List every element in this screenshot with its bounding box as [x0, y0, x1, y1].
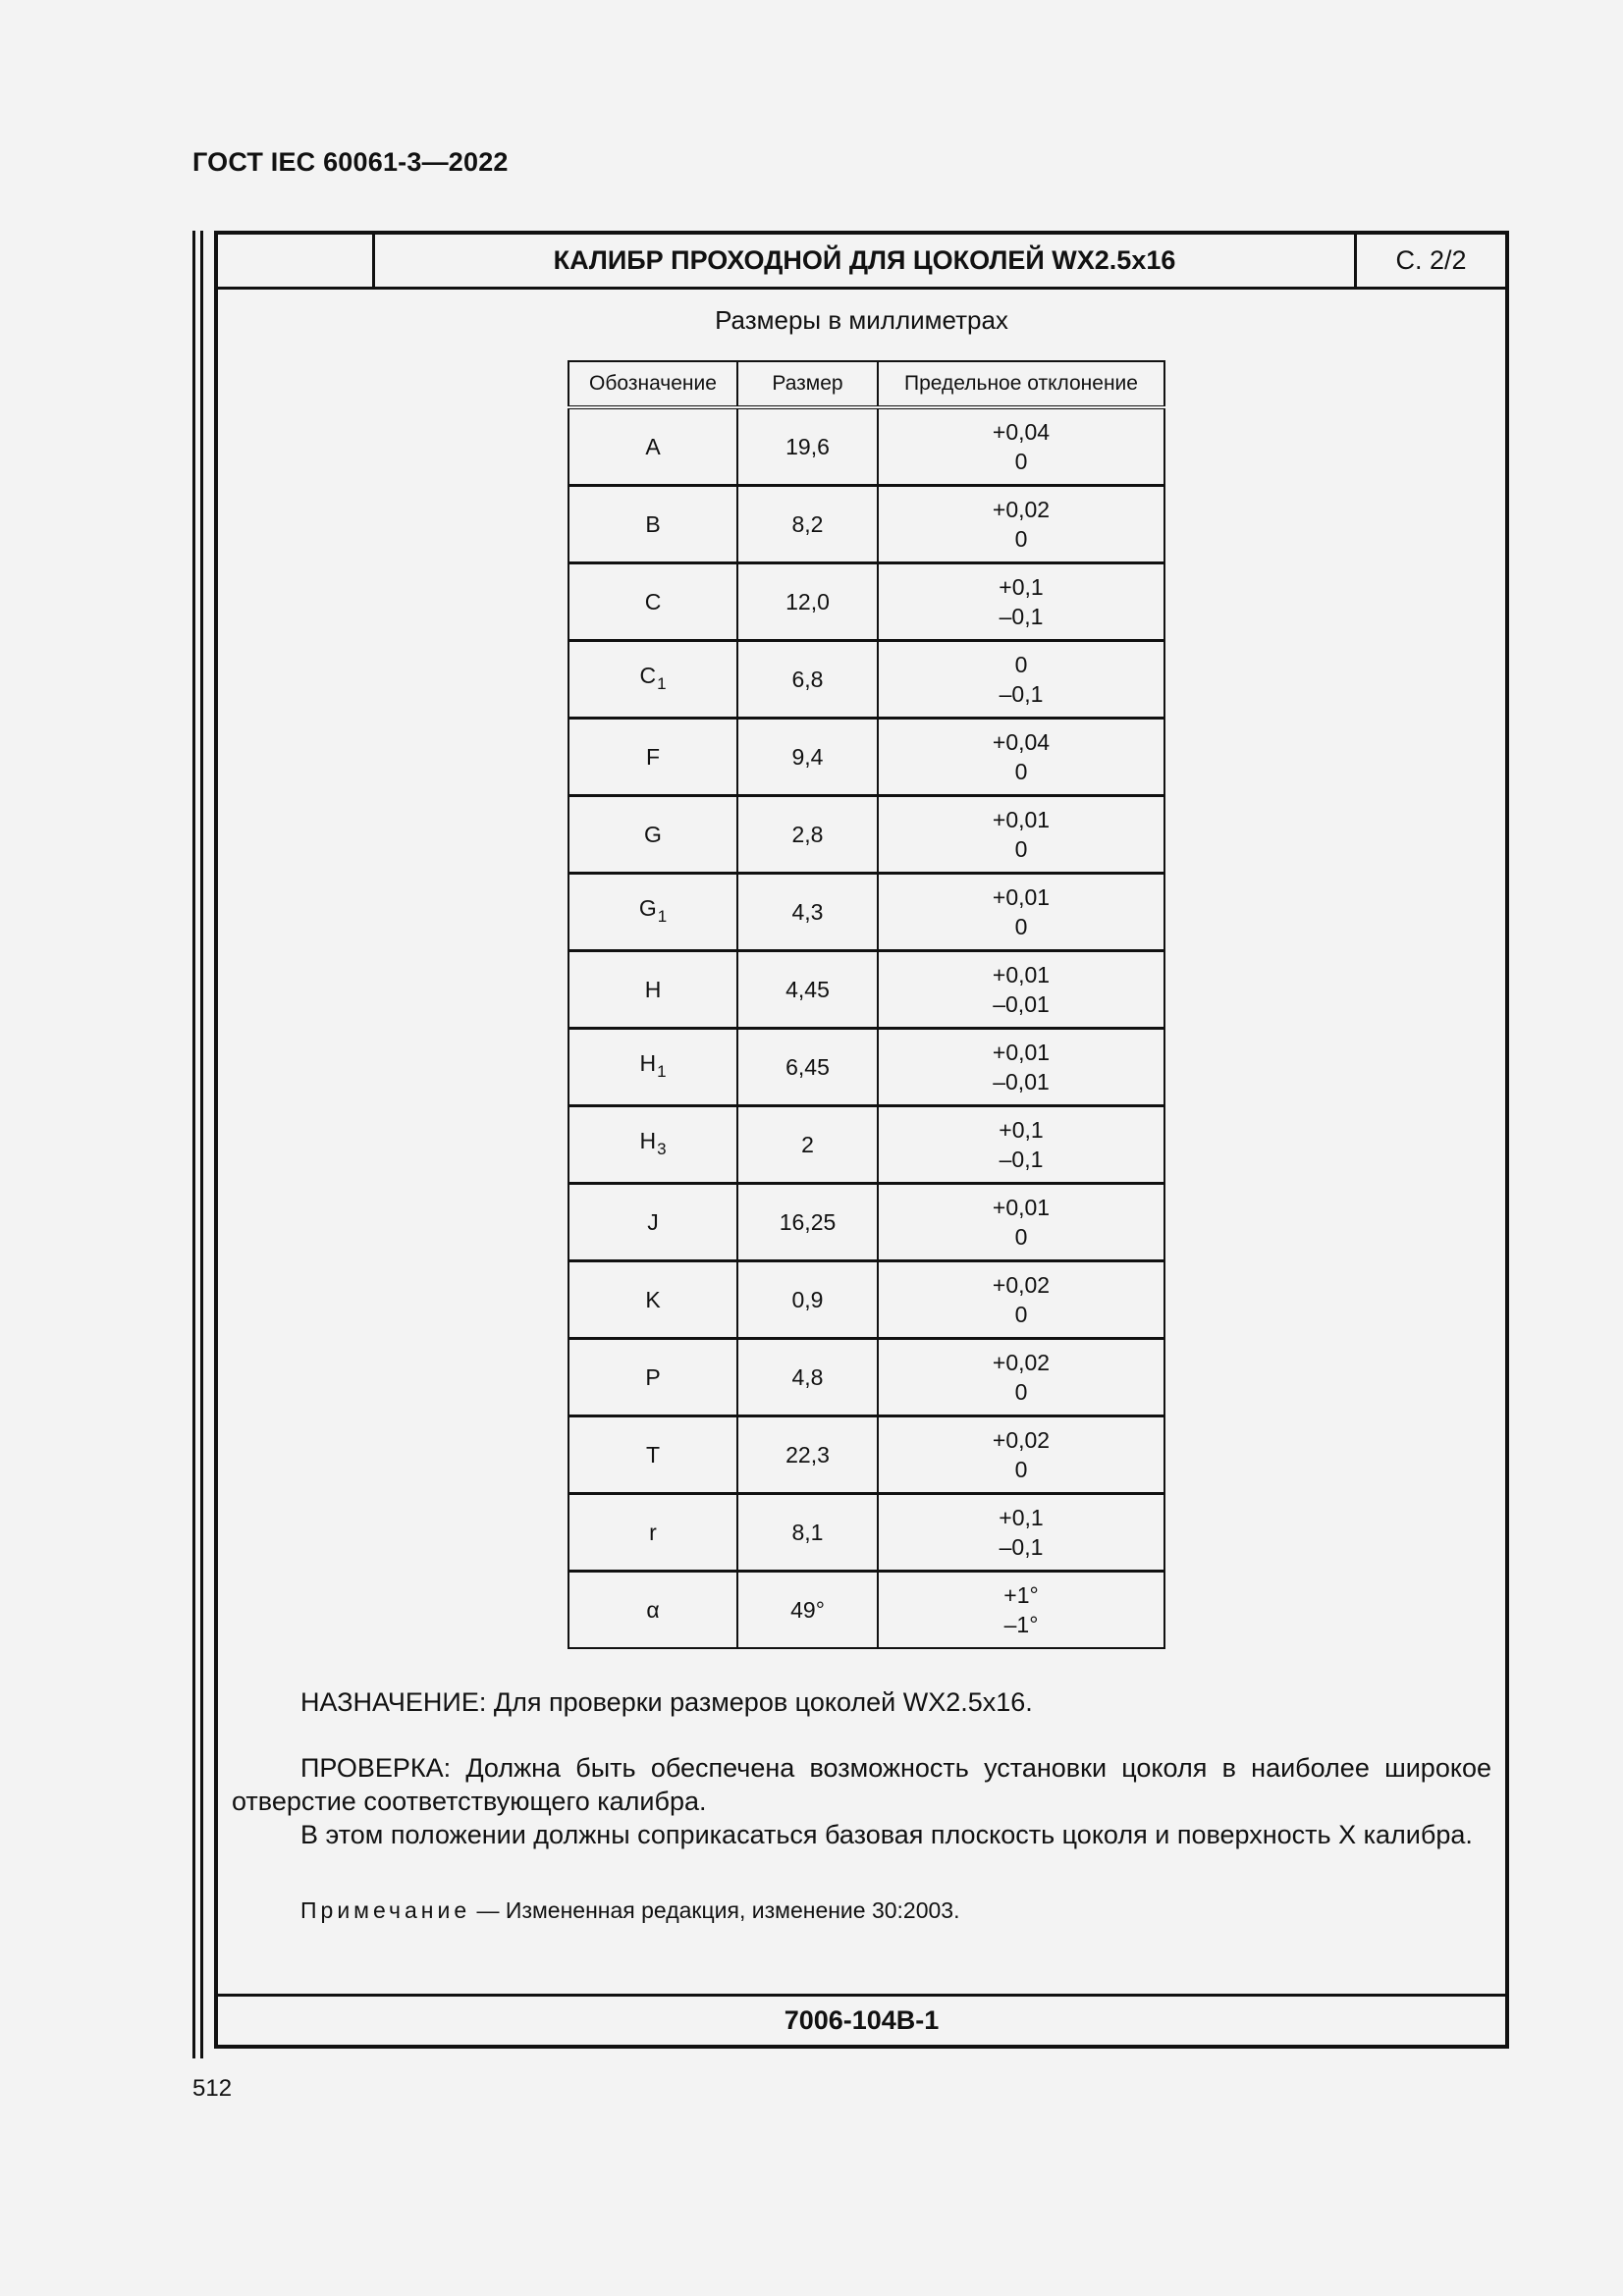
cell-tolerance — [878, 874, 1164, 951]
cell-tolerance — [878, 951, 1164, 1029]
cell-tolerance — [878, 641, 1164, 719]
table-row — [568, 1184, 1164, 1261]
cell-size: 8,1 — [737, 1494, 878, 1572]
cell-size: 2,8 — [737, 796, 878, 874]
symbol-letter: H — [639, 1049, 657, 1076]
cell-size: 12,0 — [737, 563, 878, 641]
cell-tolerance — [878, 1106, 1164, 1184]
check-paragraph: ПРОВЕРКА: Должна быть обеспечена возможность установки цоколя в наиболее широкое отверстие соответствующего калибра. — [232, 1753, 1491, 1816]
cell-symbol — [568, 719, 737, 796]
symbol-letter: H — [639, 1127, 657, 1153]
symbol-letter: C — [644, 589, 662, 614]
column-header-tolerance: Предельное отклонение — [878, 361, 1164, 407]
symbol-subscript: 1 — [657, 673, 667, 693]
cell-symbol — [568, 563, 737, 641]
lower-deviation: 0 — [1014, 1457, 1028, 1482]
lower-deviation: 0 — [1014, 914, 1028, 939]
table-header-row — [568, 361, 1164, 407]
symbol-letter: H — [644, 977, 662, 1002]
upper-deviation: +0,02 — [992, 1350, 1051, 1375]
left-border-line — [192, 231, 195, 2058]
cell-tolerance — [878, 1572, 1164, 1649]
title-block — [218, 235, 1505, 290]
symbol-subscript: 1 — [657, 1061, 667, 1081]
cell-size: 4,3 — [737, 874, 878, 951]
lower-deviation: 0 — [1014, 526, 1028, 552]
lower-deviation: 0 — [1014, 759, 1028, 784]
cell-size: 19,6 — [737, 407, 878, 486]
table-row — [568, 1029, 1164, 1106]
upper-deviation: 0 — [1014, 652, 1028, 677]
lower-deviation: 0 — [1014, 1302, 1028, 1327]
purpose-paragraph: НАЗНАЧЕНИЕ: Для проверки размеров цоколей WX2.5x16. — [300, 1687, 1033, 1717]
drawing-code: 7006-104B-1 — [218, 1994, 1505, 2045]
upper-deviation: +0,01 — [992, 1195, 1051, 1220]
lower-deviation: –1° — [1003, 1612, 1039, 1637]
cell-tolerance — [878, 1494, 1164, 1572]
symbol-subscript: 1 — [657, 906, 668, 926]
cell-tolerance — [878, 719, 1164, 796]
symbol-subscript: 3 — [657, 1139, 667, 1158]
cell-symbol — [568, 1494, 737, 1572]
upper-deviation: +0,04 — [992, 419, 1051, 445]
cell-symbol — [568, 1572, 737, 1649]
symbol-letter: C — [639, 662, 657, 688]
symbol-letter: B — [645, 511, 661, 537]
cell-tolerance — [878, 1339, 1164, 1416]
cell-tolerance — [878, 1184, 1164, 1261]
cell-size: 16,25 — [737, 1184, 878, 1261]
table-row — [568, 1494, 1164, 1572]
dimensions-table — [568, 360, 1165, 1649]
cell-symbol — [568, 486, 737, 563]
symbol-letter: A — [645, 434, 661, 459]
cell-symbol — [568, 951, 737, 1029]
cell-symbol — [568, 1106, 737, 1184]
cell-tolerance — [878, 1416, 1164, 1494]
cell-size: 4,8 — [737, 1339, 878, 1416]
upper-deviation: +1° — [1003, 1582, 1039, 1608]
table-row — [568, 407, 1164, 486]
symbol-letter: G — [644, 822, 662, 847]
position-paragraph: В этом положении должны соприкасаться базовая плоскость цоколя и поверхность X калибра. — [300, 1820, 1473, 1849]
lower-deviation: –0,1 — [999, 604, 1044, 629]
cell-size: 9,4 — [737, 719, 878, 796]
lower-deviation: –0,01 — [993, 1069, 1050, 1095]
cell-size: 6,45 — [737, 1029, 878, 1106]
lower-deviation: –0,01 — [993, 991, 1050, 1017]
upper-deviation: +0,1 — [999, 1505, 1044, 1530]
upper-deviation: +0,01 — [992, 807, 1051, 832]
table-row — [568, 1572, 1164, 1649]
table-row — [568, 874, 1164, 951]
symbol-letter: T — [645, 1442, 661, 1468]
units-note: Размеры в миллиметрах — [715, 305, 1008, 335]
upper-deviation: +0,01 — [992, 884, 1051, 910]
cell-symbol — [568, 407, 737, 486]
upper-deviation: +0,04 — [992, 729, 1051, 755]
cell-tolerance — [878, 796, 1164, 874]
upper-deviation: +0,1 — [999, 1117, 1044, 1143]
upper-deviation: +0,02 — [992, 1272, 1051, 1298]
symbol-letter: α — [646, 1597, 660, 1623]
cell-symbol — [568, 1261, 737, 1339]
cell-symbol — [568, 874, 737, 951]
page-number: 512 — [192, 2075, 233, 2102]
note — [300, 1897, 960, 1924]
note-text: — Измененная редакция, изменение 30:2003. — [470, 1897, 960, 1923]
cell-size: 2 — [737, 1106, 878, 1184]
document-header: ГОСТ IEC 60061-3—2022 — [192, 147, 509, 177]
cell-tolerance — [878, 1261, 1164, 1339]
sheet-number: С. 2/2 — [1395, 245, 1467, 275]
table-row — [568, 1106, 1164, 1184]
table-row — [568, 719, 1164, 796]
table-row — [568, 641, 1164, 719]
upper-deviation: +0,02 — [992, 497, 1051, 522]
cell-symbol — [568, 1339, 737, 1416]
symbol-letter: G — [638, 894, 657, 921]
cell-symbol — [568, 1029, 737, 1106]
table-row — [568, 1261, 1164, 1339]
lower-deviation: –0,1 — [999, 681, 1044, 707]
lower-deviation: –0,1 — [999, 1534, 1044, 1560]
symbol-letter: r — [649, 1520, 657, 1545]
cell-symbol — [568, 796, 737, 874]
symbol-letter: J — [647, 1209, 659, 1235]
cell-tolerance — [878, 407, 1164, 486]
symbol-letter: K — [645, 1287, 661, 1312]
cell-symbol — [568, 641, 737, 719]
cell-size: 0,9 — [737, 1261, 878, 1339]
symbol-letter: F — [645, 744, 661, 770]
upper-deviation: +0,01 — [992, 1040, 1051, 1065]
lower-deviation: 0 — [1014, 1379, 1028, 1405]
upper-deviation: +0,01 — [992, 962, 1051, 988]
table-row — [568, 796, 1164, 874]
column-header-size: Размер — [737, 361, 878, 407]
note-label: Примечание — [300, 1897, 471, 1923]
upper-deviation: +0,02 — [992, 1427, 1051, 1453]
lower-deviation: 0 — [1014, 836, 1028, 862]
cell-size: 22,3 — [737, 1416, 878, 1494]
upper-deviation: +0,1 — [999, 574, 1044, 600]
check-text — [232, 1751, 1491, 1851]
cell-tolerance — [878, 1029, 1164, 1106]
lower-deviation: –0,1 — [999, 1147, 1044, 1172]
drawing-frame — [214, 231, 1509, 2049]
table-row — [568, 1416, 1164, 1494]
table-row — [568, 1339, 1164, 1416]
cell-size: 6,8 — [737, 641, 878, 719]
cell-symbol — [568, 1184, 737, 1261]
table-row — [568, 563, 1164, 641]
purpose-text — [232, 1685, 1491, 1719]
cell-tolerance — [878, 563, 1164, 641]
cell-size: 49° — [737, 1572, 878, 1649]
cell-symbol — [568, 1416, 737, 1494]
cell-size: 8,2 — [737, 486, 878, 563]
column-header-symbol: Обозначение — [568, 361, 737, 407]
cell-tolerance — [878, 486, 1164, 563]
table-row — [568, 486, 1164, 563]
table-row — [568, 951, 1164, 1029]
title-block-empty-cell — [218, 235, 375, 287]
lower-deviation: 0 — [1014, 449, 1028, 474]
left-border-line — [200, 231, 203, 2058]
lower-deviation: 0 — [1014, 1224, 1028, 1250]
symbol-letter: P — [645, 1364, 661, 1390]
drawing-title: КАЛИБР ПРОХОДНОЙ ДЛЯ ЦОКОЛЕЙ WX2.5x16 — [375, 235, 1357, 287]
cell-size: 4,45 — [737, 951, 878, 1029]
